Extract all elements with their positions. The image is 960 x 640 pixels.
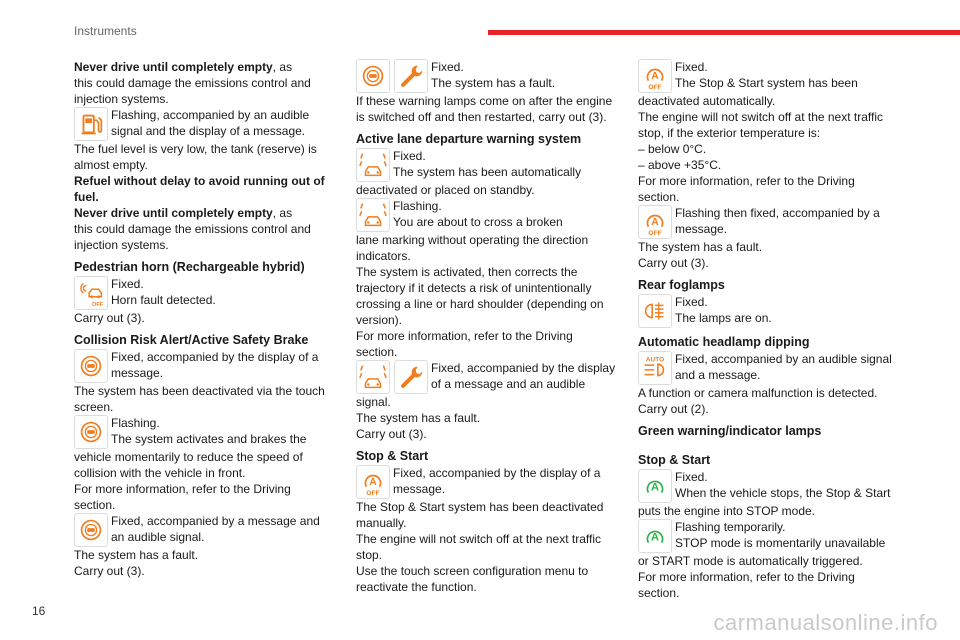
text-line: When the vehicle stops, the Stop & Start (675, 486, 891, 500)
text-line: The system has been automatically (393, 165, 582, 179)
text-line: an audible signal. (111, 530, 205, 544)
stop-start-off-icon (356, 465, 390, 499)
text-line: For more information, refer to the Driving (356, 329, 573, 343)
text-line: or START mode is automatically triggered. (638, 554, 863, 568)
text-line: The system has a fault. (431, 76, 556, 90)
text-line: and a message. (675, 368, 761, 382)
section-title: Stop & Start (356, 449, 429, 463)
lane-row (356, 198, 624, 232)
text-line: The system activates and brakes the (111, 432, 307, 446)
text-line: manually. (356, 516, 407, 530)
text-line: signal and the display of a message. (111, 124, 306, 138)
text-line: this could damage the emissions control and (74, 222, 311, 236)
lane-departure-icon (356, 360, 390, 394)
text-line: section. (638, 190, 680, 204)
bold-text: Refuel without delay to avoid running out of (74, 174, 325, 188)
text-line: deactivated automatically. (638, 94, 776, 108)
svg-text:OFF: OFF (91, 302, 104, 309)
text-line: The fuel level is very low, the tank (reserve) is (74, 142, 317, 156)
text-line: message. (393, 482, 446, 496)
auto-headlamp-row (638, 351, 900, 385)
lane-row (356, 148, 624, 182)
text-line: Flashing temporarily. (675, 520, 786, 534)
stop-start-row (638, 205, 900, 239)
bold-text: fuel. (74, 190, 99, 204)
pedestrian-horn-row (74, 276, 332, 310)
text-line: is switched off and then restarted, carry out (3). (356, 110, 607, 124)
text-line: The Stop & Start system has been deactivated (356, 500, 604, 514)
stop-start-green-icon (638, 519, 672, 553)
bold-text: Never drive until completely empty (74, 60, 273, 74)
text-line: trajectory if it detects a risk of unintentionally (356, 281, 592, 295)
stop-start-green-icon (638, 469, 672, 503)
wrench-icon (394, 59, 428, 93)
text-line: Fixed. (111, 277, 144, 291)
watermark: carmanualsonline.info (713, 610, 938, 635)
section-title: Automatic headlamp dipping (638, 335, 810, 349)
text-line: section. (356, 345, 398, 359)
text-line: Fixed, accompanied by a message and (111, 514, 320, 528)
text-line: Fixed. (675, 470, 708, 484)
text-line: For more information, refer to the Driving (638, 174, 855, 188)
section-title: Active lane departure warning system (356, 132, 582, 146)
text-line: signal. (356, 395, 391, 409)
text-line: – below 0°C. (638, 142, 707, 156)
paragraph (74, 59, 332, 75)
collision-alert-icon (74, 513, 108, 547)
text-line: vehicle momentarily to reduce the speed of (74, 450, 303, 464)
text-line: Fixed. (393, 149, 426, 163)
text-line: The system has been deactivated via the touch (74, 384, 325, 398)
text-line: The engine will not switch off at the next traffic (638, 110, 884, 124)
text-line: section. (74, 498, 116, 512)
text-line: The system has a fault. (356, 411, 481, 425)
svg-text:OFF: OFF (366, 490, 380, 498)
text-line: Carry out (3). (74, 311, 145, 325)
page-number: 16 (32, 604, 46, 618)
text-line: crossing a line or hard shoulder (depending on (356, 297, 604, 311)
pedestrian-horn-off-icon (74, 276, 108, 310)
text-line: The system is activated, then corrects the (356, 265, 578, 279)
section-title: Stop & Start (638, 453, 711, 467)
text-line: of a message and an audible (431, 377, 586, 391)
text-line: almost empty. (74, 158, 148, 172)
text-line: STOP mode is momentarily unavailable (675, 536, 886, 550)
text-line: The system has a fault. (638, 240, 763, 254)
text-line: Flashing then fixed, accompanied by a (675, 206, 880, 220)
collision-row (74, 349, 332, 383)
collision-row (74, 513, 332, 547)
text-line: Fixed, accompanied by an audible signal (675, 352, 892, 366)
header-accent-bar (488, 30, 960, 35)
text-line: message. (675, 222, 728, 236)
text-line: For more information, refer to the Driving (74, 482, 291, 496)
text-line: this could damage the emissions control and (74, 76, 311, 90)
text-line: Carry out (3). (638, 256, 709, 270)
column-3 (638, 59, 900, 601)
text-line: Fixed. (431, 60, 464, 74)
text-line: Fixed. (675, 60, 708, 74)
fuel-pump-icon (74, 107, 108, 141)
collision-alert-icon (74, 349, 108, 383)
stop-start-row (638, 59, 900, 93)
paragraph (74, 205, 332, 221)
text-line: – above +35°C. (638, 158, 722, 172)
text-line: deactivated or placed on standby. (356, 183, 535, 197)
svg-text:OFF: OFF (648, 84, 662, 92)
stop-start-green-row (638, 469, 900, 503)
svg-text:A: A (650, 481, 660, 494)
text-line: For more information, refer to the Driving (638, 570, 855, 584)
column-1 (74, 59, 332, 579)
wrench-icon (394, 360, 428, 394)
svg-text:OFF: OFF (648, 230, 662, 238)
fuel-warning-row (74, 107, 332, 141)
text-line: The lamps are on. (675, 311, 772, 325)
text-line: The system has a fault. (74, 548, 199, 562)
svg-text:A: A (651, 216, 659, 228)
text-line: reactivate the function. (356, 580, 477, 594)
text-line: Flashing. (393, 199, 442, 213)
stop-start-off-icon (638, 205, 672, 239)
text-line: You are about to cross a broken (393, 215, 563, 229)
lane-fault-row (356, 360, 624, 394)
collision-alert-icon (74, 415, 108, 449)
text-line: The Stop & Start system has been (675, 76, 858, 90)
auto-headlamp-icon (638, 351, 672, 385)
text-line: puts the engine into STOP mode. (638, 504, 816, 518)
collision-alert-icon (356, 59, 390, 93)
lane-departure-icon (356, 198, 390, 232)
text-line: version). (356, 313, 403, 327)
collision-row (74, 415, 332, 449)
section-title: Green warning/indicator lamps (638, 424, 822, 438)
text-line: Fixed, accompanied by the display of a (111, 350, 319, 364)
text-line: stop. (356, 548, 383, 562)
text-line: message. (111, 366, 164, 380)
column-2 (356, 59, 624, 595)
text-line: injection systems. (74, 238, 169, 252)
text-line: Fixed, accompanied by the display of a (393, 466, 601, 480)
section-title: Rear foglamps (638, 278, 725, 292)
svg-text:A: A (651, 70, 659, 82)
text-line: indicators. (356, 249, 411, 263)
stop-start-off-icon (638, 59, 672, 93)
svg-text:AUTO: AUTO (645, 356, 665, 364)
text-line: If these warning lamps come on after the engine (356, 94, 613, 108)
text-line: Use the touch screen configuration menu to (356, 564, 589, 578)
text-line: Horn fault detected. (111, 293, 216, 307)
text: , as (272, 60, 293, 74)
svg-text:A: A (650, 531, 660, 544)
text-line: Fixed. (675, 295, 708, 309)
text-line: Carry out (3). (356, 427, 427, 441)
text-line: injection systems. (74, 92, 169, 106)
text-line: screen. (74, 400, 114, 414)
text-line: Carry out (2). (638, 402, 709, 416)
text-line: The engine will not switch off at the next traffic (356, 532, 602, 546)
lane-departure-icon (356, 148, 390, 182)
rear-foglamp-row (638, 294, 900, 328)
text: , as (272, 206, 293, 220)
text-line: lane marking without operating the direction (356, 233, 589, 247)
bold-text: Never drive until completely empty (74, 206, 273, 220)
svg-text:A: A (369, 476, 377, 488)
text-line: Flashing, accompanied by an audible (111, 108, 310, 122)
text-line: Fixed, accompanied by the display (431, 361, 616, 375)
text-line: Flashing. (111, 416, 160, 430)
stop-start-row (356, 465, 624, 499)
header-section-title: Instruments (74, 24, 137, 38)
collision-fault-row (356, 59, 624, 93)
section-title: Collision Risk Alert/Active Safety Brake (74, 333, 309, 347)
text-line: section. (638, 586, 680, 600)
section-title: Pedestrian horn (Rechargeable hybrid) (74, 260, 305, 274)
rear-foglamp-icon (638, 294, 672, 328)
text-line: A function or camera malfunction is detected. (638, 386, 878, 400)
text-line: stop, if the exterior temperature is: (638, 126, 821, 140)
stop-start-green-row (638, 519, 900, 553)
text-line: collision with the vehicle in front. (74, 466, 246, 480)
text-line: Carry out (3). (74, 564, 145, 578)
